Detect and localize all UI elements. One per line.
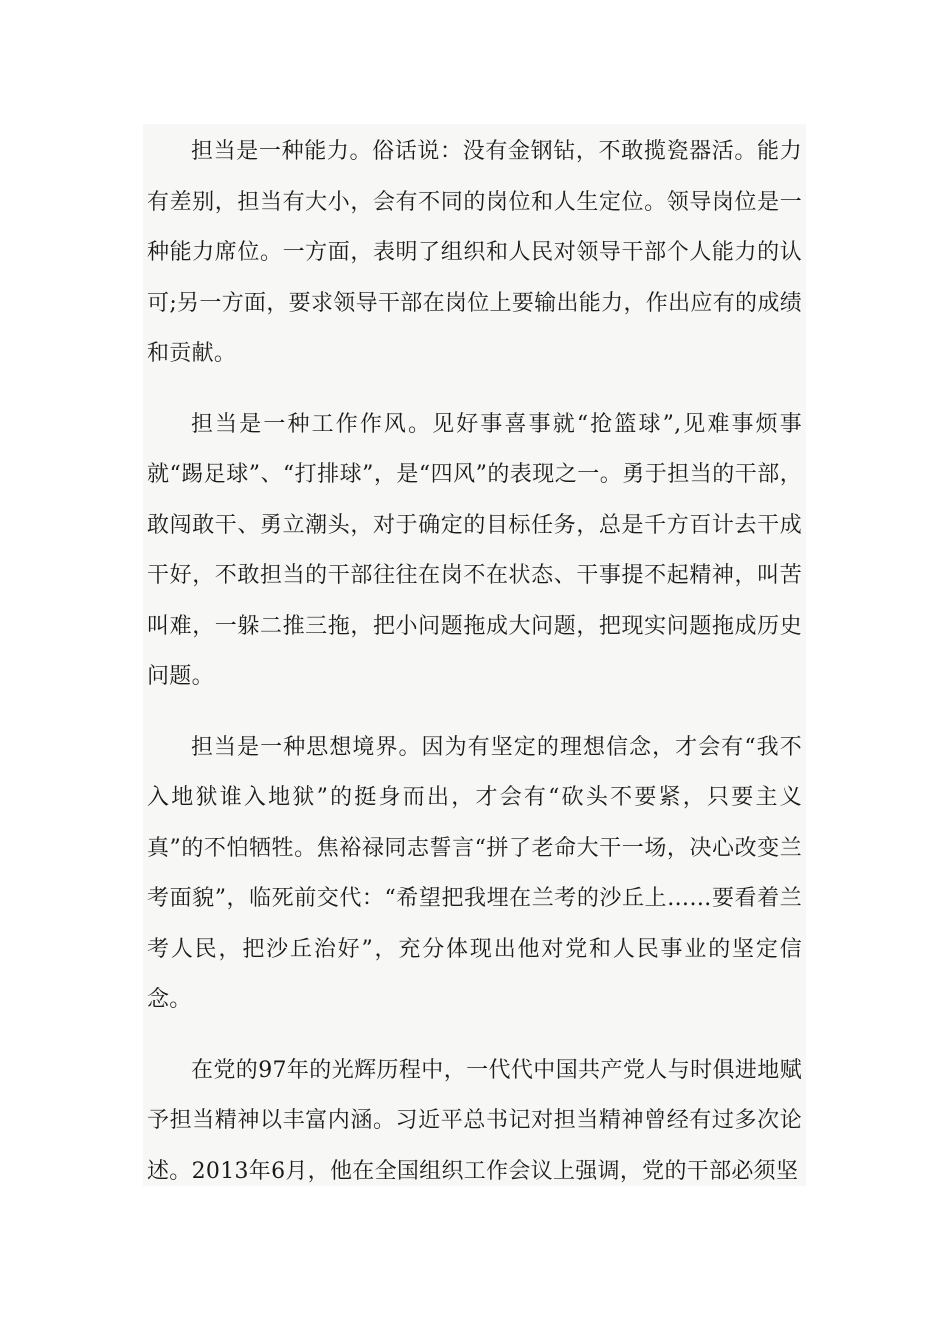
paragraph-work-style: 担当是一种工作作风。见好事喜事就“抢篮球”,见难事烦事就“踢足球”、“打排球”，是“四风”的表现之一。勇于担当的干部，敢闯敢干、勇立潮头，对于确定的目标任务，总是千方百计去干成干好，不敢担当的干部往往在岗不在状态、干事提不起精神，叫苦叫难，一躲二推三拖，把小问题拖成大问题，把现实问题拖成历史问题。	[147, 411, 802, 689]
paragraph-gap	[147, 380, 802, 400]
paragraph-ability: 担当是一种能力。俗话说：没有金钢钻，不敢揽瓷器活。能力有差别，担当有大小，会有不同的岗位和人生定位。领导岗位是一种能力席位。一方面，表明了组织和人民对领导干部个人能力的认可;另一方面，要求领导干部在岗位上要输出能力，作出应有的成绩和贡献。	[147, 139, 802, 366]
document-body	[143, 124, 806, 1186]
paragraph-ideological-realm: 担当是一种思想境界。因为有坚定的理想信念，才会有“我不入地狱谁入地狱”的挺身而出，才会有“砍头不要紧，只要主义真”的不怕牺牲。焦裕禄同志誓言“拼了老命大干一场，决心改变兰考面貌”，临死前交代：“希望把我埋在兰考的沙丘上……要看着兰考人民，把沙丘治好”，充分体现出他对党和人民事业的坚定信念。	[147, 734, 802, 1012]
paragraph-gap	[147, 1026, 802, 1046]
paragraph-party-history: 在党的97年的光辉历程中，一代代中国共产党人与时俱进地赋予担当精神以丰富内涵。习近平总书记对担当精神曾经有过多次论述。2013年6月，他在全国组织工作会议上强调，党的干部必须坚	[147, 1057, 802, 1184]
paragraph-gap	[147, 703, 802, 723]
